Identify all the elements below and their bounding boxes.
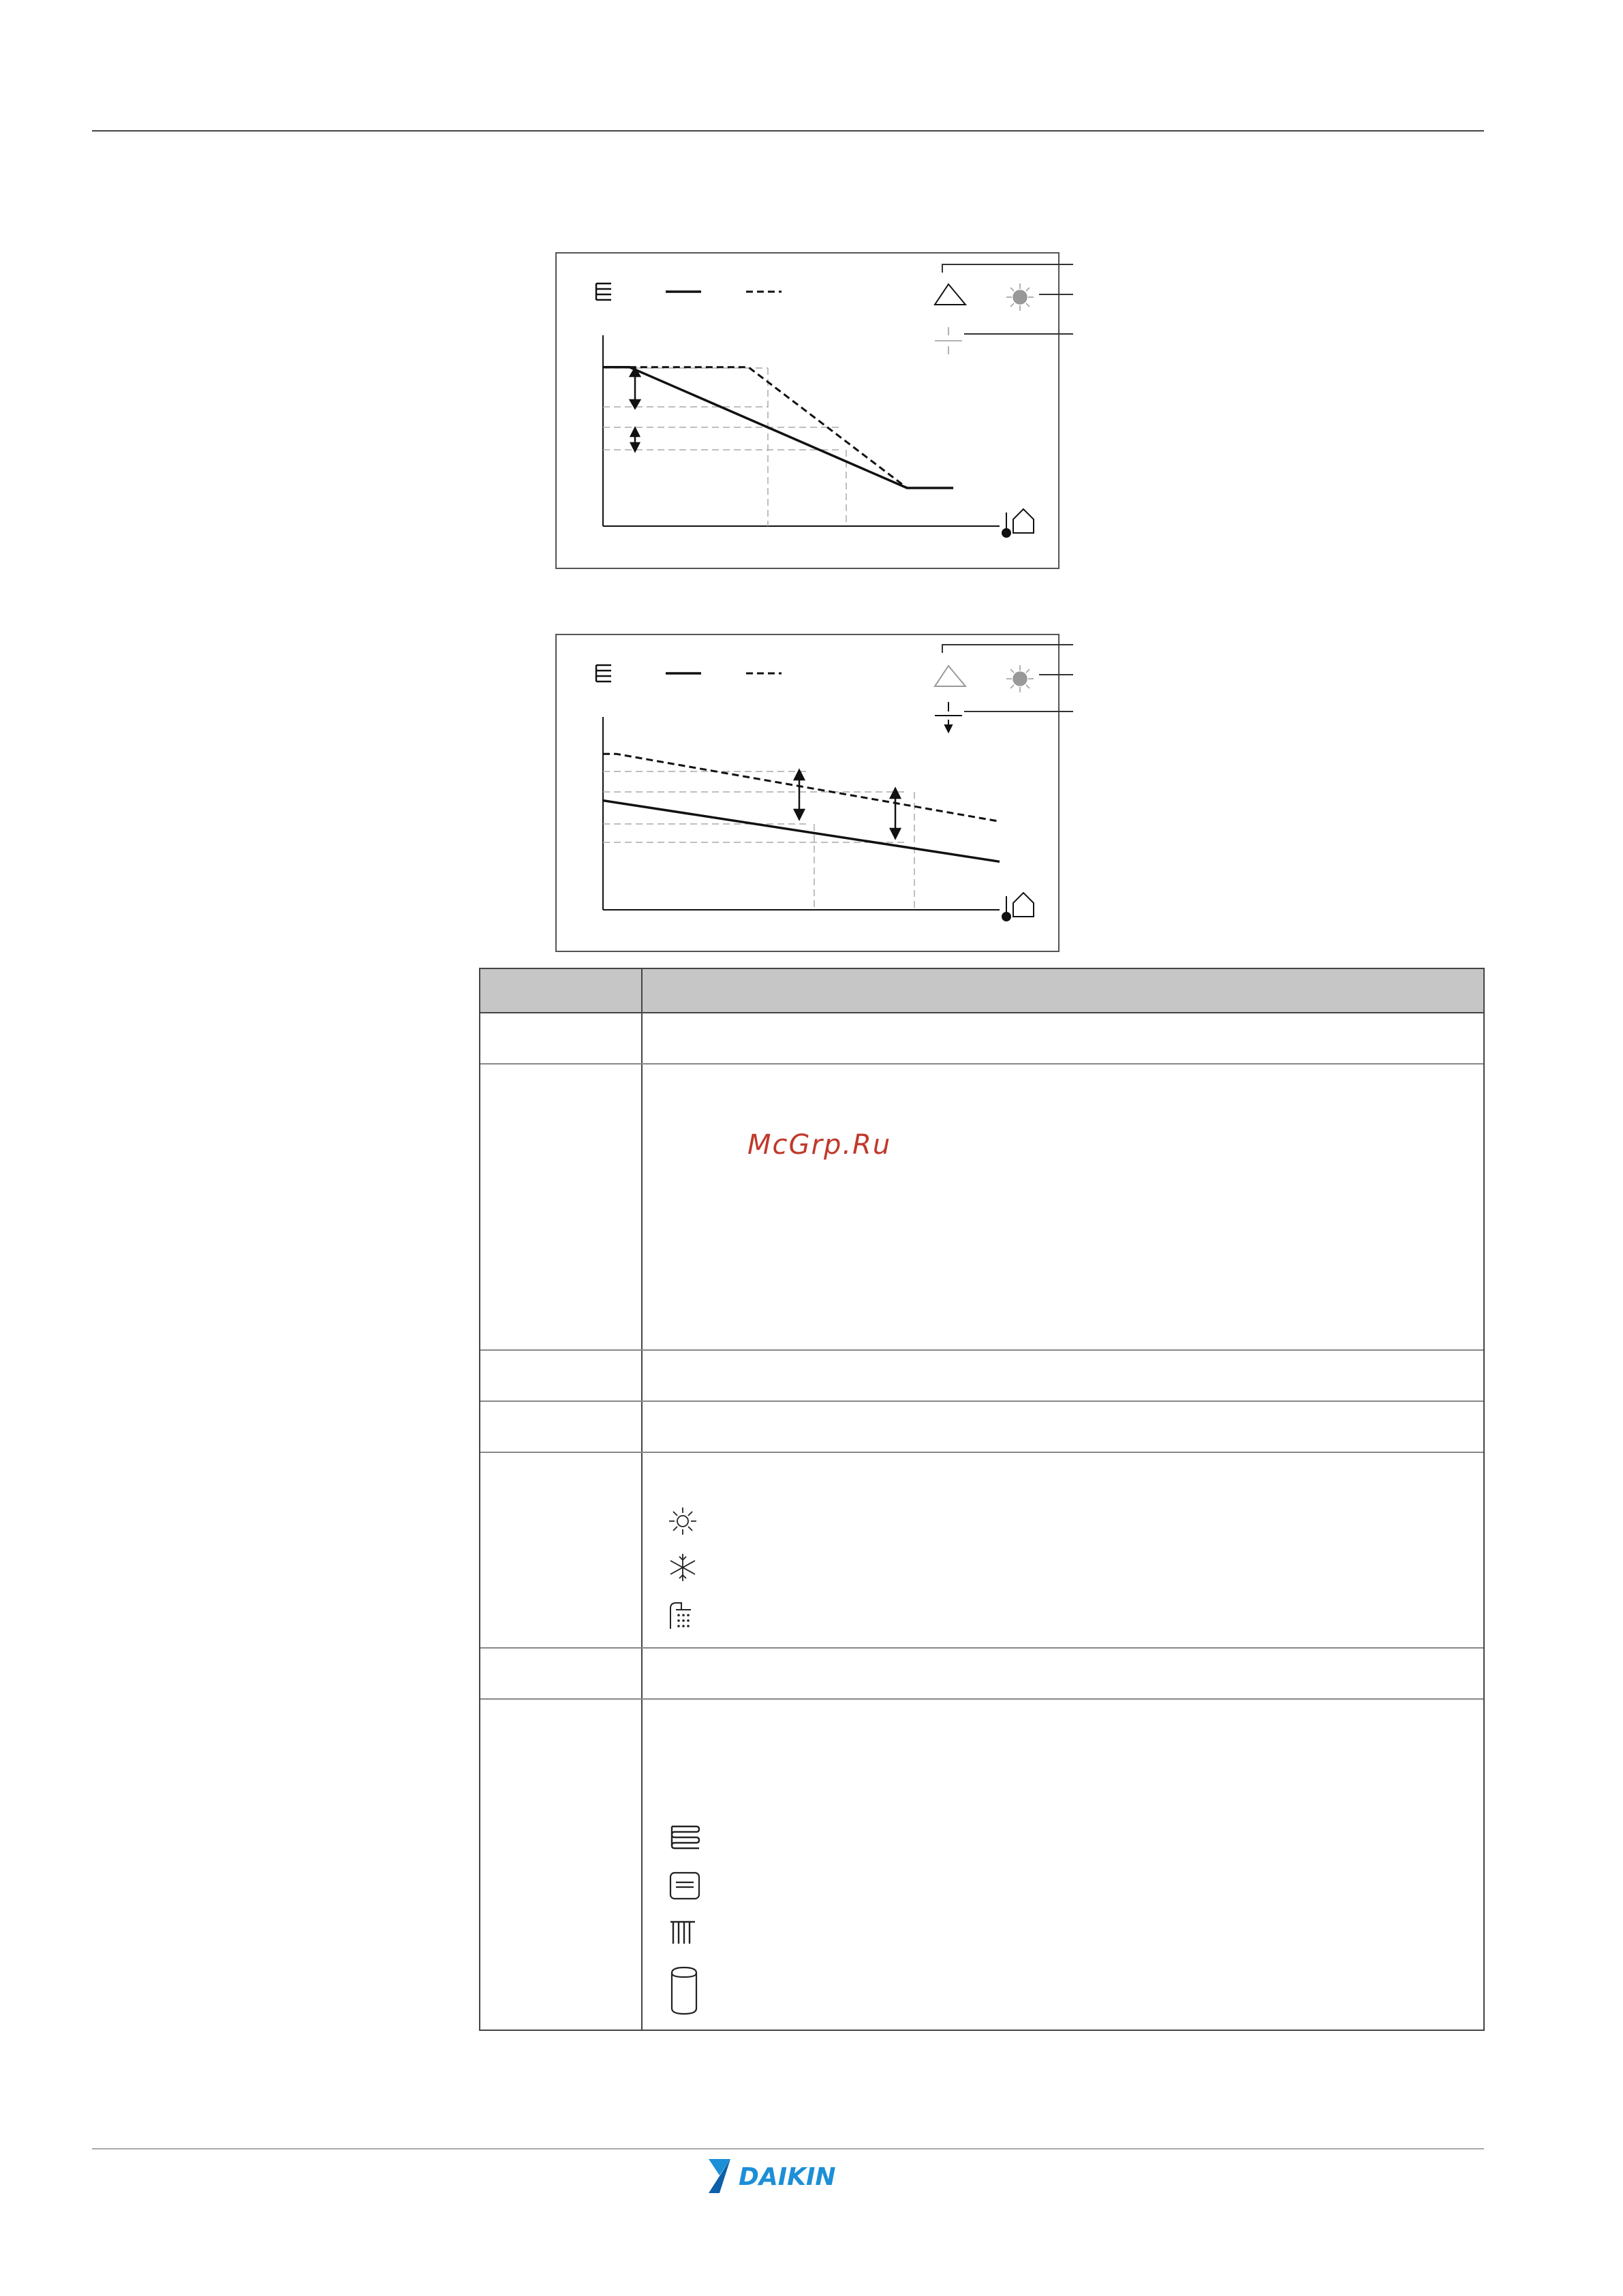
watermark: McGrp.Ru [747, 1129, 892, 1161]
table-row-divider [480, 1063, 1483, 1065]
underfloor-heating-icon [596, 284, 611, 300]
table-row-divider [480, 1349, 1483, 1351]
underfloor-heating-icon [596, 665, 611, 682]
offset-arrows [794, 770, 900, 838]
table-row-divider [480, 1647, 1483, 1649]
radiator-icon [668, 1918, 702, 1948]
tank-icon [668, 1965, 702, 2015]
logo-text: DAIKIN [739, 2163, 836, 2191]
header-rule [92, 130, 1484, 132]
callout-lines-1 [927, 259, 1104, 341]
table-row-divider [480, 1698, 1483, 1700]
table-column-divider [641, 969, 643, 2030]
shower-icon [668, 1600, 698, 1630]
outdoor-temperature-icon [1002, 893, 1034, 921]
underfloor-heating-icon [668, 1822, 702, 1852]
daikin-logo [709, 2159, 867, 2193]
description-table [479, 968, 1485, 2031]
snowflake-icon [668, 1552, 698, 1582]
outdoor-temperature-icon [1002, 509, 1034, 537]
offset-arrows [630, 368, 640, 451]
footer-rule [92, 2148, 1484, 2149]
callout-lines-2 [927, 639, 1104, 721]
table-row-divider [480, 1452, 1483, 1453]
fan-coil-icon [668, 1870, 702, 1900]
chart-gridlines [603, 368, 846, 526]
table-header [480, 969, 1483, 1013]
table-row-divider [480, 1400, 1483, 1402]
sun-icon [668, 1506, 698, 1536]
